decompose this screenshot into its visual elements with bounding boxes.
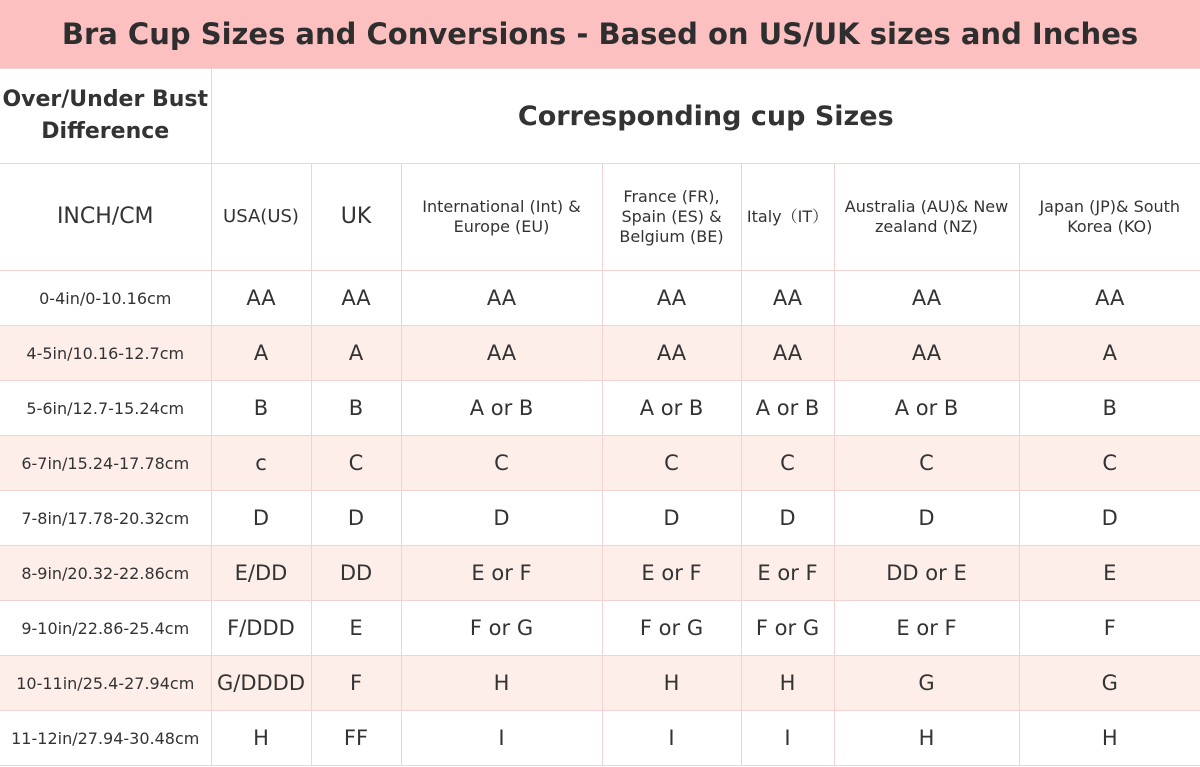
cup-size-cell: E or F <box>401 546 602 601</box>
cup-size-cell: AA <box>741 326 834 381</box>
cup-size-cell: E <box>311 601 401 656</box>
cup-size-cell: AA <box>741 271 834 326</box>
cup-size-cell: c <box>211 436 311 491</box>
col-header-usa: USA(US) <box>211 164 311 271</box>
cup-size-cell: E or F <box>602 546 741 601</box>
cup-size-cell: C <box>602 436 741 491</box>
cup-size-cell: AA <box>602 271 741 326</box>
cup-size-cell: A <box>311 326 401 381</box>
cup-size-table <box>0 68 1200 766</box>
cup-size-cell: AA <box>1019 271 1200 326</box>
cup-size-cell: C <box>401 436 602 491</box>
cup-size-cell: C <box>311 436 401 491</box>
cup-size-cell: A or B <box>602 381 741 436</box>
bust-range-cell: 6-7in/15.24-17.78cm <box>0 436 211 491</box>
cup-size-cell: A or B <box>834 381 1019 436</box>
cup-size-cell: A <box>211 326 311 381</box>
cup-size-cell: FF <box>311 711 401 766</box>
cup-size-cell: D <box>401 491 602 546</box>
cup-size-cell: DD or E <box>834 546 1019 601</box>
corresponding-cup-sizes-header: Corresponding cup Sizes <box>211 69 1200 164</box>
col-header-inch-cm: INCH/CM <box>0 164 211 271</box>
bust-range-cell: 0-4in/0-10.16cm <box>0 271 211 326</box>
cup-size-cell: AA <box>834 271 1019 326</box>
cup-size-cell: H <box>741 656 834 711</box>
col-header-uk: UK <box>311 164 401 271</box>
column-header-row <box>0 164 1200 271</box>
bust-range-cell: 4-5in/10.16-12.7cm <box>0 326 211 381</box>
cup-size-cell: G <box>1019 656 1200 711</box>
cup-size-cell: AA <box>602 326 741 381</box>
cup-size-cell: C <box>741 436 834 491</box>
table-row <box>0 601 1200 656</box>
table-row <box>0 381 1200 436</box>
cup-size-cell: AA <box>311 271 401 326</box>
bust-range-cell: 7-8in/17.78-20.32cm <box>0 491 211 546</box>
cup-size-cell: I <box>741 711 834 766</box>
cup-size-cell: B <box>311 381 401 436</box>
cup-size-cell: H <box>1019 711 1200 766</box>
cup-size-cell: AA <box>401 271 602 326</box>
table-row <box>0 436 1200 491</box>
table-row <box>0 491 1200 546</box>
cup-size-cell: H <box>602 656 741 711</box>
cup-size-cell: D <box>741 491 834 546</box>
cup-size-cell: C <box>1019 436 1200 491</box>
bust-range-cell: 9-10in/22.86-25.4cm <box>0 601 211 656</box>
col-header-italy: Italy（IT） <box>741 164 834 271</box>
cup-size-cell: A <box>1019 326 1200 381</box>
cup-size-cell: F <box>311 656 401 711</box>
cup-size-cell: AA <box>211 271 311 326</box>
page-title: Bra Cup Sizes and Conversions - Based on US/UK sizes and Inches <box>0 0 1200 68</box>
cup-size-cell: H <box>401 656 602 711</box>
col-header-international-eu: International (Int) & Europe (EU) <box>401 164 602 271</box>
cup-size-cell: H <box>211 711 311 766</box>
table-row <box>0 656 1200 711</box>
col-header-japan-korea: Japan (JP)& South Korea (KO) <box>1019 164 1200 271</box>
cup-size-cell: D <box>834 491 1019 546</box>
cup-size-cell: AA <box>401 326 602 381</box>
cup-size-cell: E/DD <box>211 546 311 601</box>
table-row <box>0 326 1200 381</box>
cup-size-cell: E or F <box>834 601 1019 656</box>
bust-range-cell: 5-6in/12.7-15.24cm <box>0 381 211 436</box>
col-header-australia-nz: Australia (AU)& New zealand (NZ) <box>834 164 1019 271</box>
cup-size-cell: G/DDDD <box>211 656 311 711</box>
cup-size-cell: C <box>834 436 1019 491</box>
bust-difference-header: Over/Under Bust Difference <box>0 69 211 164</box>
cup-size-cell: A or B <box>741 381 834 436</box>
cup-size-cell: F or G <box>741 601 834 656</box>
cup-size-cell: D <box>211 491 311 546</box>
cup-size-cell: D <box>1019 491 1200 546</box>
cup-size-cell: B <box>211 381 311 436</box>
table-row <box>0 711 1200 766</box>
bust-range-cell: 10-11in/25.4-27.94cm <box>0 656 211 711</box>
table-row <box>0 271 1200 326</box>
bust-range-cell: 11-12in/27.94-30.48cm <box>0 711 211 766</box>
cup-size-cell: A or B <box>401 381 602 436</box>
cup-size-cell: I <box>401 711 602 766</box>
cup-size-cell: AA <box>834 326 1019 381</box>
cup-size-cell: DD <box>311 546 401 601</box>
cup-size-cell: F/DDD <box>211 601 311 656</box>
cup-size-cell: E or F <box>741 546 834 601</box>
cup-size-cell: E <box>1019 546 1200 601</box>
cup-size-cell: F or G <box>401 601 602 656</box>
bust-range-cell: 8-9in/20.32-22.86cm <box>0 546 211 601</box>
cup-size-cell: H <box>834 711 1019 766</box>
cup-size-cell: F or G <box>602 601 741 656</box>
cup-size-cell: B <box>1019 381 1200 436</box>
col-header-france-spain-belgium: France (FR), Spain (ES) & Belgium (BE) <box>602 164 741 271</box>
cup-size-cell: F <box>1019 601 1200 656</box>
cup-size-cell: G <box>834 656 1019 711</box>
cup-size-cell: D <box>602 491 741 546</box>
cup-size-cell: D <box>311 491 401 546</box>
table-row <box>0 546 1200 601</box>
cup-size-cell: I <box>602 711 741 766</box>
